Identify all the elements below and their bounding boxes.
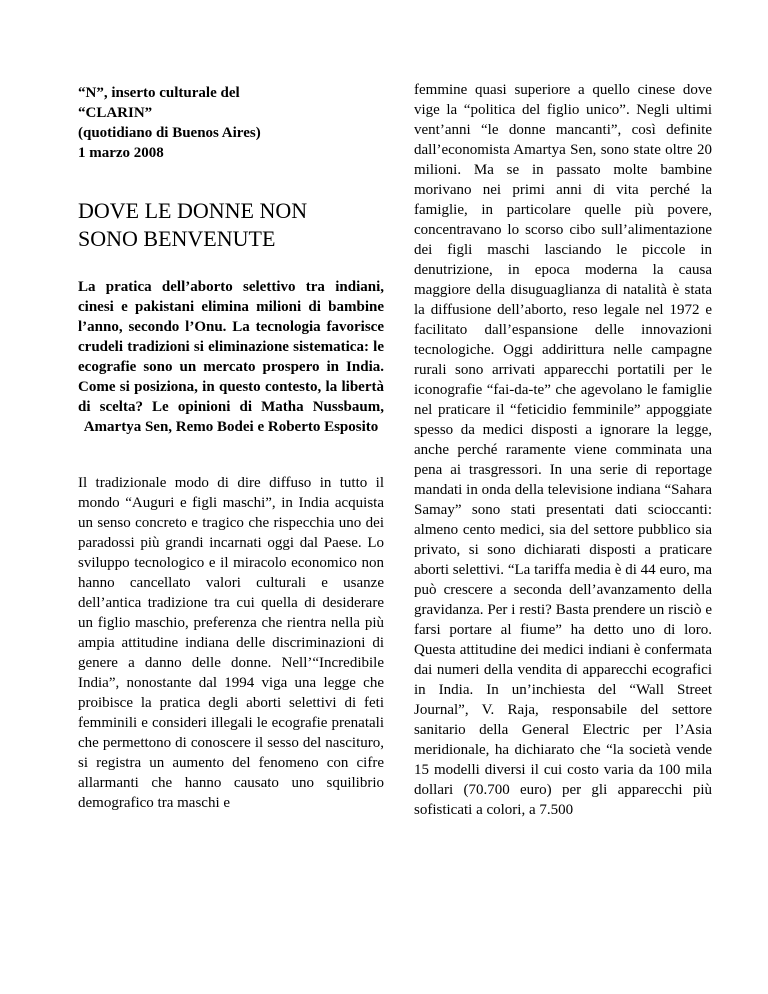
article-headline — [78, 197, 384, 253]
headline-line: DOVE LE DONNE NON — [78, 198, 308, 223]
source-credit — [78, 83, 384, 163]
source-line: “N”, inserto culturale del — [78, 85, 240, 101]
article-lead: La pratica dell’aborto selettivo tra indiani, cinesi e pakistani elimina milioni di bambine l’anno, secondo l’Onu. La tecnologia favorisce crudeli tradizioni si eliminazione sistematica: le ecografie sono un mercato prospero in India. Come si posiziona, in questo contesto, la libertà di scelta? Le opinioni di Matha Nussbaum, Amartya Sen, Remo Bodei e Roberto Esposito — [78, 279, 384, 435]
source-line: “CLARIN” — [78, 105, 153, 121]
left-column — [78, 83, 384, 813]
body-paragraph-left: Il tradizionale modo di dire diffuso in tutto il mondo “Auguri e figli maschi”, in India acquista un senso concreto e tragico che rispecchia uno dei paradossi più grandi incarnati oggi dal Paese. Lo sviluppo tecnologico e il miracolo economico non hanno cancellato valori culturali e usanze dell’antica tradizione tra cui quella di desiderare un figlio maschio, preferenza che rientra nella più ampia attitudine indiana delle discriminazioni di genere a danno delle donne. Nell’“Incredibile India”, nonostante dal 1994 viga una legge che proibisce la pratica degli aborti selettivi di feti femminili e consideri illegali le ecografie prenatali che permettono di conoscere il sesso del nascituro, si registra un aumento del fenomeno con cifre allarmanti che hanno causato uno squilibrio demografico tra maschi e — [78, 475, 384, 811]
source-line: (quotidiano di Buenos Aires) — [78, 125, 261, 141]
body-paragraph-right: femmine quasi superiore a quello cinese dove vige la “politica del figlio unico”. Negli ultimi vent’anni “le donne mancanti”, così definite dall’economista Amartya Sen, sono state oltre 20 milioni. Ma se in passato molte bambine morivano nei primi anni di vita perché la famiglie, in particolare quelle più povere, concentravano lo scorso cibo sull’alimentazione dei figli maschi lasciando le piccole in denutrizione, in epoca moderna la causa maggiore della disuguaglianza di natalità è stata la diffusione dell’aborto, reso legale nel 1972 e facilitato dall’espansione delle innovazioni tecnologiche. Oggi addirittura nelle campagne rurali sono arrivati apparecchi portatili per le iconografie “fai-da-te” che agevolano le famiglie nel praticare il “feticidio femminile” appoggiate spesso da medici disposti a ignorare la legge, anche perché raramente viene comminata una pena ai trasgressori. In una serie di reportage mandati in onda della televisione indiana “Sahara Samay” sono stati presentati dati scioccanti: almeno cento medici, sia del settore pubblico sia privato, si sono dichiarati disposti a praticare aborti selettivi. “La tariffa media è di 44 euro, ma può crescere a seconda dell’avanzamento della gravidanza. Per i resti? Basta prendere un risciò e farsi portare al fiume” ha detto uno di loro. Questa attitudine dei medici indiani è confermata dai numeri della vendita di apparecchi ecografici in India. In un’inchiesta del “Wall Street Journal”, V. Raja, responsabile del settore sanitario della General Electric per l’Asia meridionale, ha dichiarato che “la società vende 15 modelli diversi il cui costo varia da 100 mila dollari (70.700 euro) per gli apparecchi più sofisticati a colori, a 7.500 — [414, 82, 712, 818]
headline-line: SONO BENVENUTE — [78, 226, 276, 251]
right-column — [414, 80, 712, 820]
source-date: 1 marzo 2008 — [78, 145, 164, 161]
